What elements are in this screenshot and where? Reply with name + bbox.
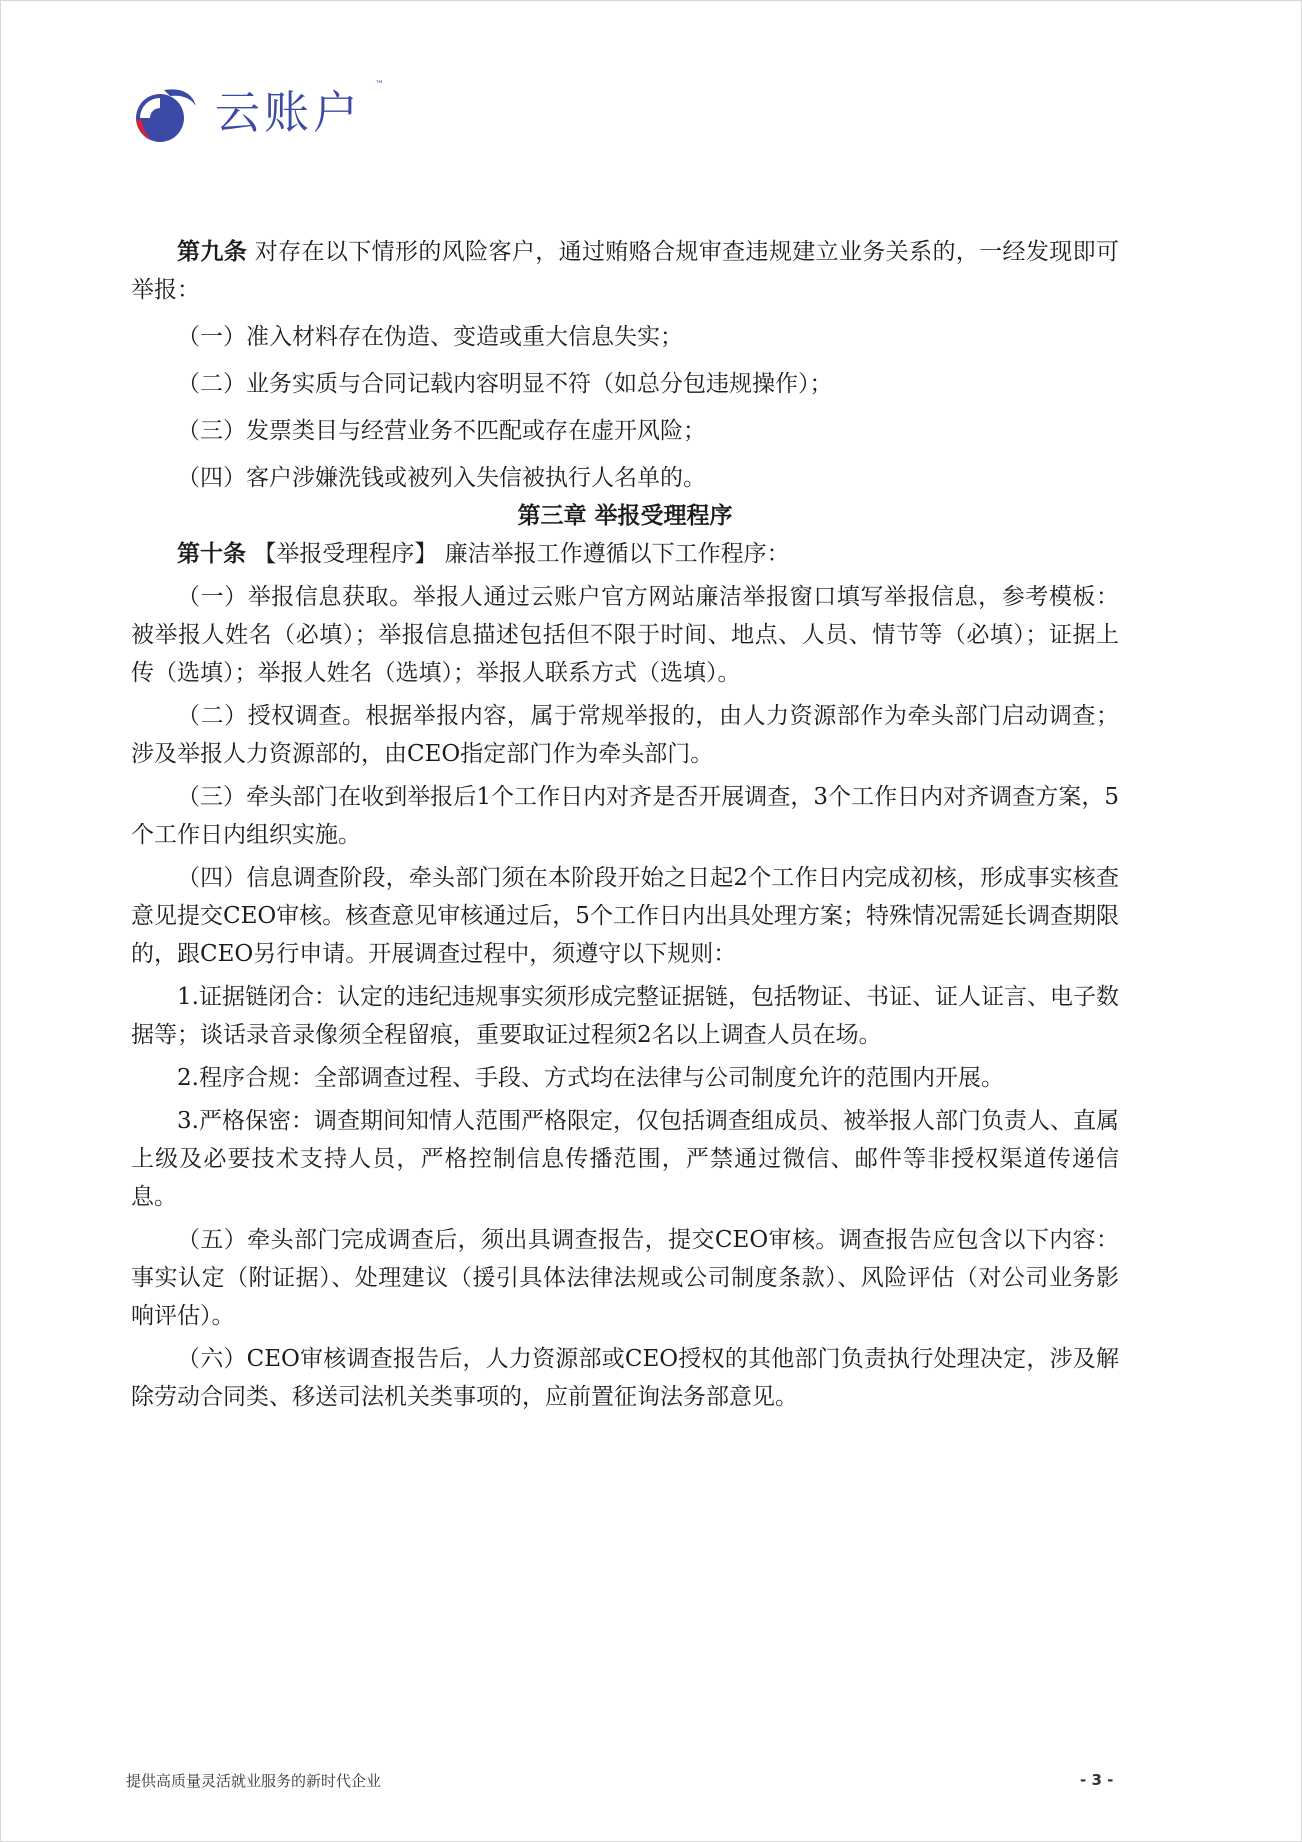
document-body: [131, 233, 1119, 1416]
article-9-text: 对存在以下情形的风险客户，通过贿赂合规审查违规建立业务关系的，一经发现即可举报：: [131, 239, 1120, 303]
rule-3: 3.严格保密：调查期间知情人范围严格限定，仅包括调查组成员、被举报人部门负责人、直属上级及必要技术支持人员，严格控制信息传播范围，严禁通过微信、邮件等非授权渠道传递信息。: [131, 1108, 1119, 1210]
trademark-symbol: ™: [375, 80, 384, 90]
article-9-item-2: （二）业务实质与合同记载内容明显不符（如总分包违规操作）；: [177, 371, 833, 397]
article-9-item-1: （一）准入材料存在伪造、变造或重大信息失实；: [177, 324, 683, 350]
footer-slogan: 提供高质量灵活就业服务的新时代企业: [126, 1772, 382, 1790]
article-10-paragraph-6: （六）CEO审核调查报告后，人力资源部或CEO授权的其他部门负责执行处理决定，涉及解除劳动合同类、移送司法机关类事项的，应前置征询法务部意见。: [131, 1346, 1119, 1410]
article-10: [131, 535, 1119, 573]
logo-text: 云账户: [215, 86, 363, 139]
page-number: - 3 -: [1080, 1771, 1114, 1789]
article-9-label: 第九条: [177, 238, 248, 265]
article-10-text: 【举报受理程序】 廉洁举报工作遵循以下工作程序：: [253, 541, 790, 567]
article-9-item-4: （四）客户涉嫌洗钱或被列入失信被执行人名单的。: [177, 465, 706, 491]
chapter-heading: 第三章 举报受理程序: [517, 503, 733, 529]
article-9: [131, 233, 1119, 309]
article-9-item-3: （三）发票类目与经营业务不匹配或存在虚开风险；: [177, 418, 706, 444]
article-10-paragraph-3: （三）牵头部门在收到举报后1个工作日内对齐是否开展调查，3个工作日内对齐调查方案，5个工作日内组织实施。: [131, 784, 1119, 848]
article-10-paragraph-2: （二）授权调查。根据举报内容，属于常规举报的，由人力资源部作为牵头部门启动调查；涉及举报人力资源部的，由CEO指定部门作为牵头部门。: [131, 703, 1119, 767]
logo-mark-icon: [130, 84, 202, 144]
article-10-paragraph-4: （四）信息调查阶段，牵头部门须在本阶段开始之日起2个工作日内完成初核，形成事实核查意见提交CEO审核。核查意见审核通过后，5个工作日内出具处理方案；特殊情况需延长调查期限的，跟CEO另行申请。开展调查过程中，须遵守以下规则：: [131, 865, 1119, 967]
rule-1: 1.证据链闭合：认定的违纪违规事实须形成完整证据链，包括物证、书证、证人证言、电子数据等；谈话录音录像须全程留痕，重要取证过程须2名以上调查人员在场。: [131, 984, 1119, 1048]
article-10-paragraph-5: （五）牵头部门完成调查后，须出具调查报告，提交CEO审核。调查报告应包含以下内容：事实认定（附证据）、处理建议（援引具体法律法规或公司制度条款）、风险评估（对公司业务影响评估）。: [131, 1227, 1119, 1329]
article-10-paragraph-1: （一）举报信息获取。举报人通过云账户官方网站廉洁举报窗口填写举报信息，参考模板：被举报人姓名（必填）；举报信息描述包括但不限于时间、地点、人员、情节等（必填）；证据上传（选填）；举报人姓名（选填）；举报人联系方式（选填）。: [131, 584, 1119, 686]
article-10-label: 第十条: [177, 540, 246, 567]
rule-2: 2.程序合规：全部调查过程、手段、方式均在法律与公司制度允许的范围内开展。: [177, 1065, 1004, 1091]
